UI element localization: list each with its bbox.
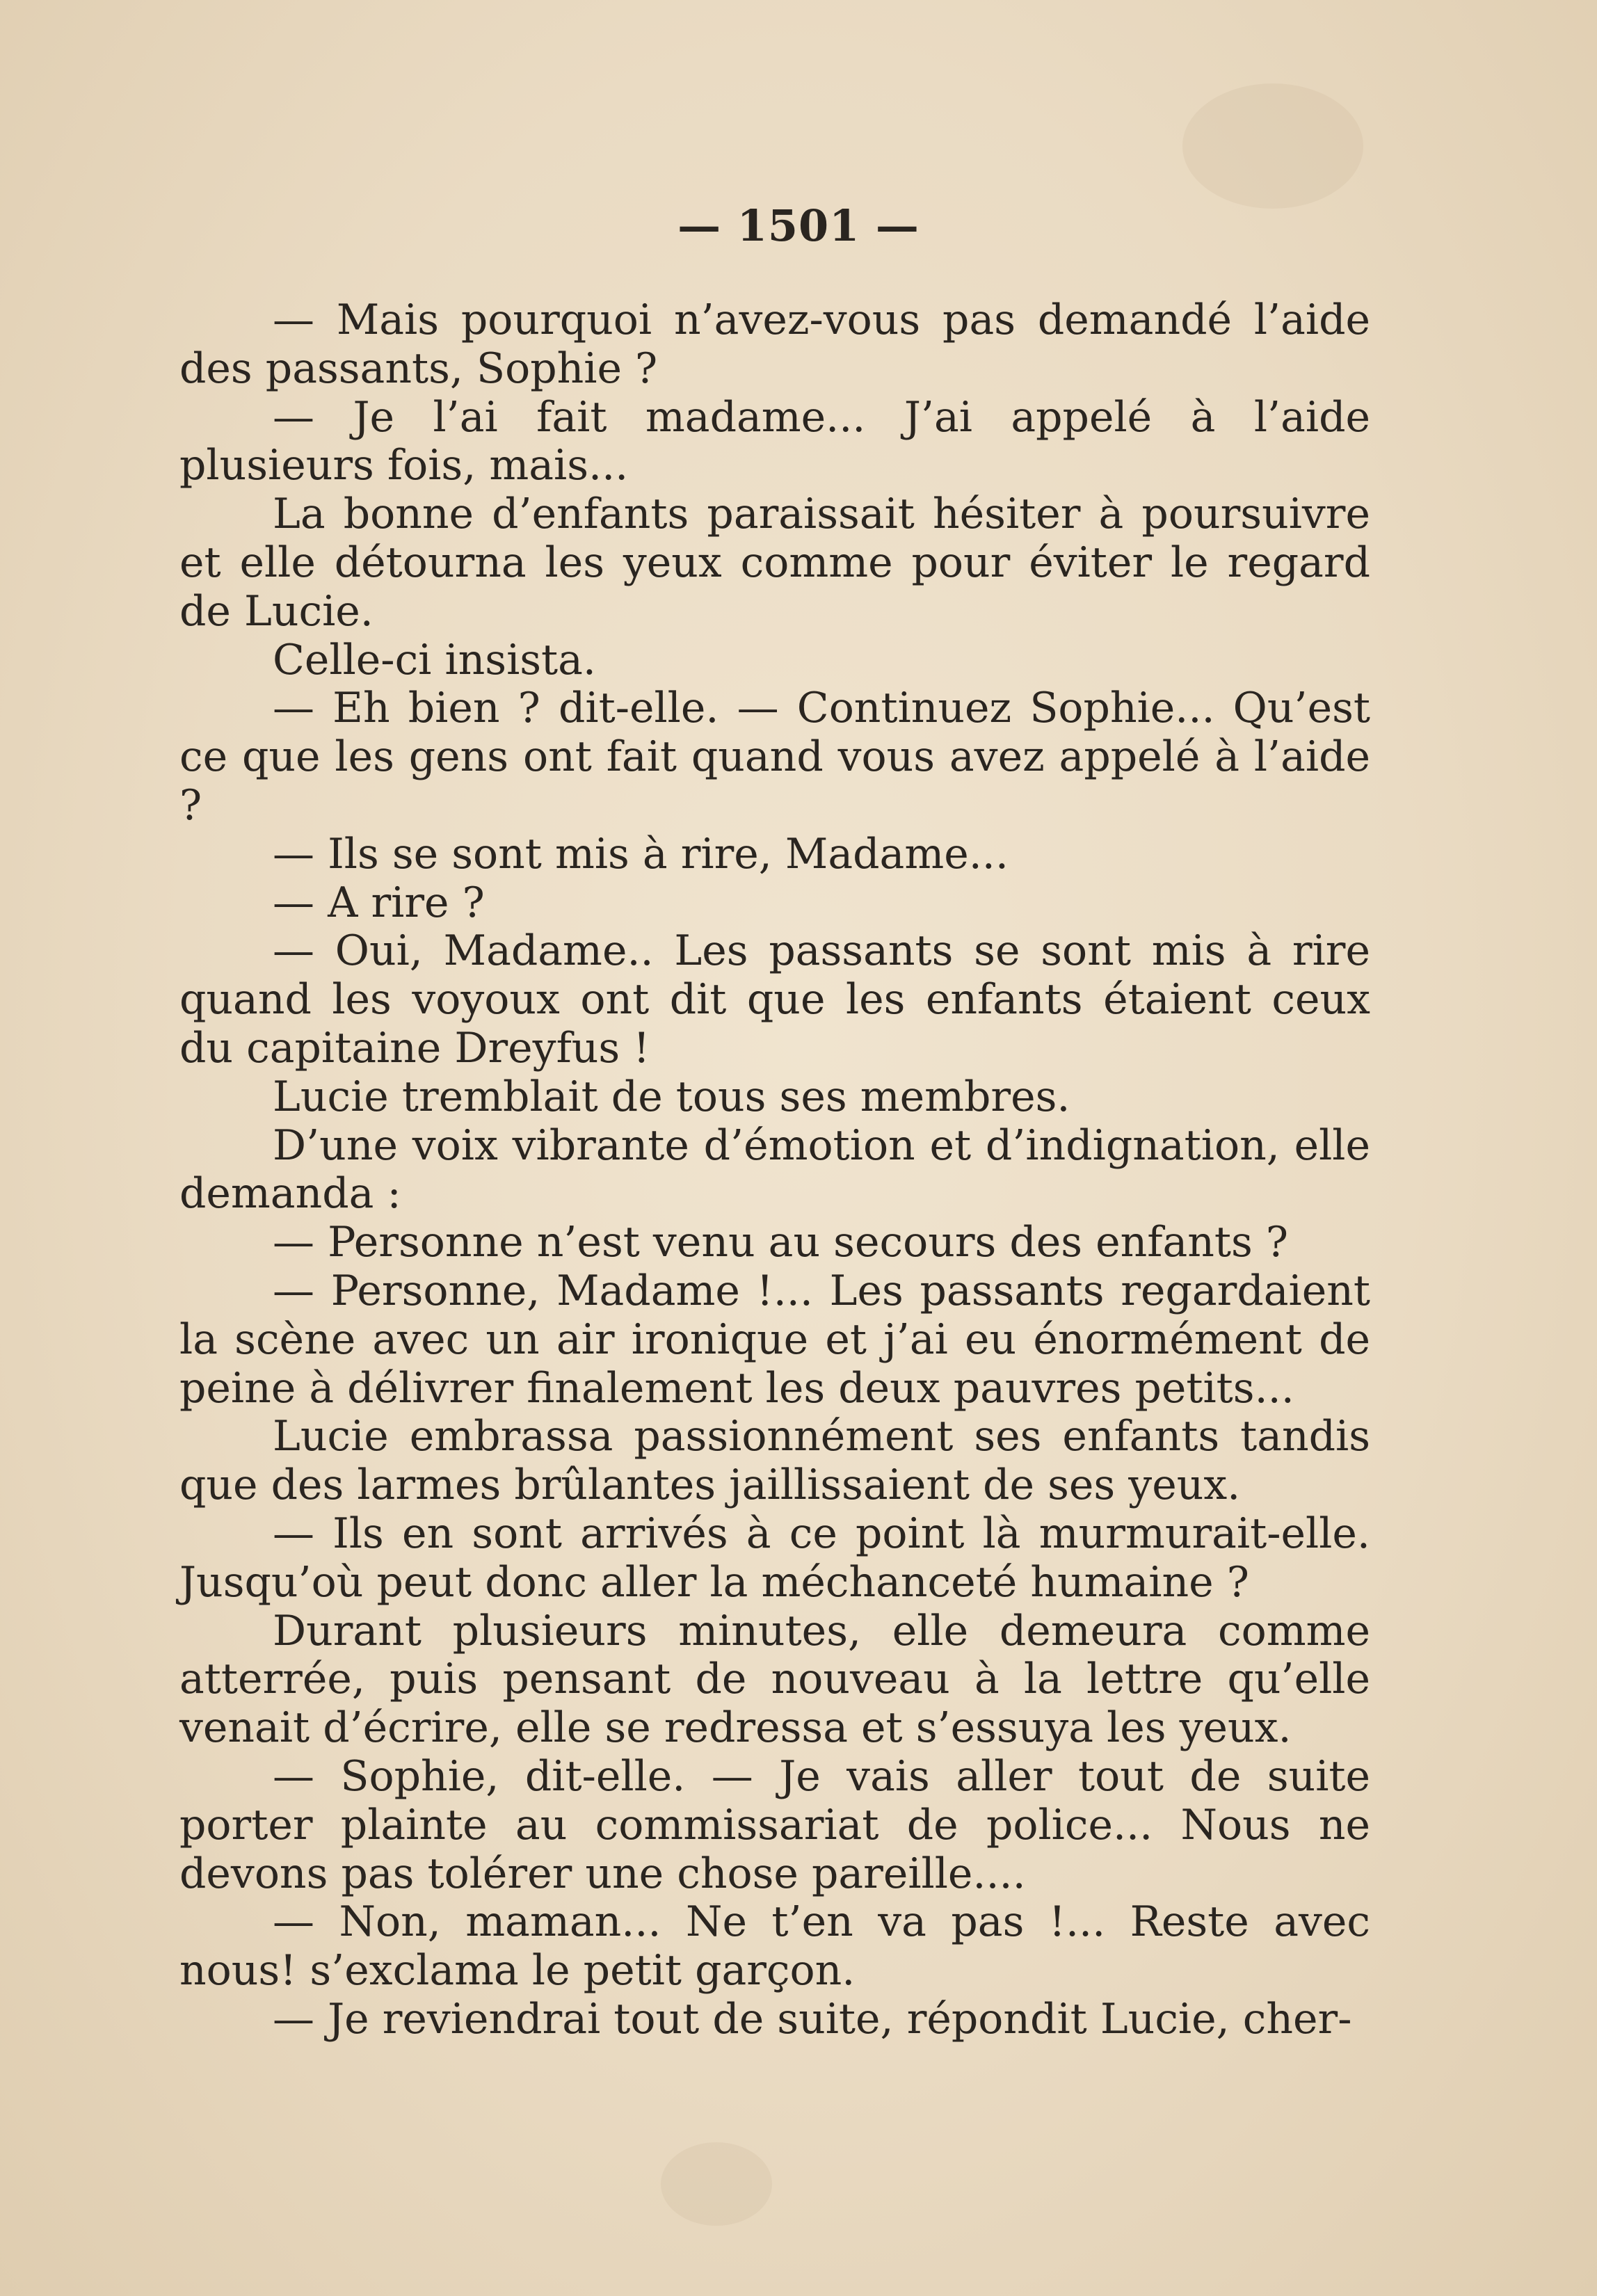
paragraph: — Ils se sont mis à rire, Madame... [273,829,1009,878]
paragraph: — Oui, Madame.. Les passants se sont mis à rire quand les voyoux ont dit que les enfants étaient ceux du capitaine Dreyfus ! [179,926,1370,1073]
paragraph: — Personne n’est venu au secours des enfants ? [273,1218,1289,1267]
paragraph: — A rire ? [273,878,485,927]
page-number: — 1501 — [677,200,920,251]
paragraph: Lucie embrassa passionnément ses enfants tandis que des larmes brûlantes jaillissaient de ses yeux. [179,1412,1370,1510]
paragraph: — Personne, Madame !... Les passants regardaient la scène avec un air ironique et j’ai eu énormément de peine à délivrer finalement les deux pauvres petits... [179,1266,1370,1413]
paragraph: — Non, maman... Ne t’en va pas !... Reste avec nous! s’exclama le petit garçon. [179,1897,1370,1996]
paragraph: — Je reviendrai tout de suite, répondit Lucie, cher- [273,1994,1352,2044]
paper-stain [1182,83,1363,209]
paragraph: Durant plusieurs minutes, elle demeura comme atterrée, puis pensant de nouveau à la lettre qu’elle venait d’écrire, elle se redressa et s’essuya les yeux. [179,1606,1370,1753]
paragraph: — Eh bien ? dit-elle. — Continuez Sophie... Qu’est ce que les gens ont fait quand vous avez appelé à l’aide ? [179,684,1370,830]
paragraph: — Sophie, dit-elle. — Je vais aller tout de suite porter plainte au commissariat de police... Nous ne devons pas tolérer une chose pareille.... [179,1751,1370,1898]
paragraph: La bonne d’enfants paraissait hésiter à poursuivre et elle détourna les yeux comme pour éviter le regard de Lucie. [179,490,1370,636]
paragraph: D’une voix vibrante d’émotion et d’indignation, elle demanda : [179,1121,1370,1219]
paragraph: Celle-ci insista. [273,635,596,684]
paragraph: — Mais pourquoi n’avez-vous pas demandé l’aide des passants, Sophie ? [179,296,1370,393]
paragraph: — Ils en sont arrivés à ce point là murmurait-elle. Jusqu’où peut donc aller la méchanceté humaine ? [179,1509,1370,1607]
paper-stain [661,2142,772,2226]
paragraph: — Je l’ai fait madame... J’ai appelé à l’aide plusieurs fois, mais... [179,392,1370,490]
paragraph: Lucie tremblait de tous ses membres. [273,1072,1070,1121]
page-body [179,296,1370,2044]
